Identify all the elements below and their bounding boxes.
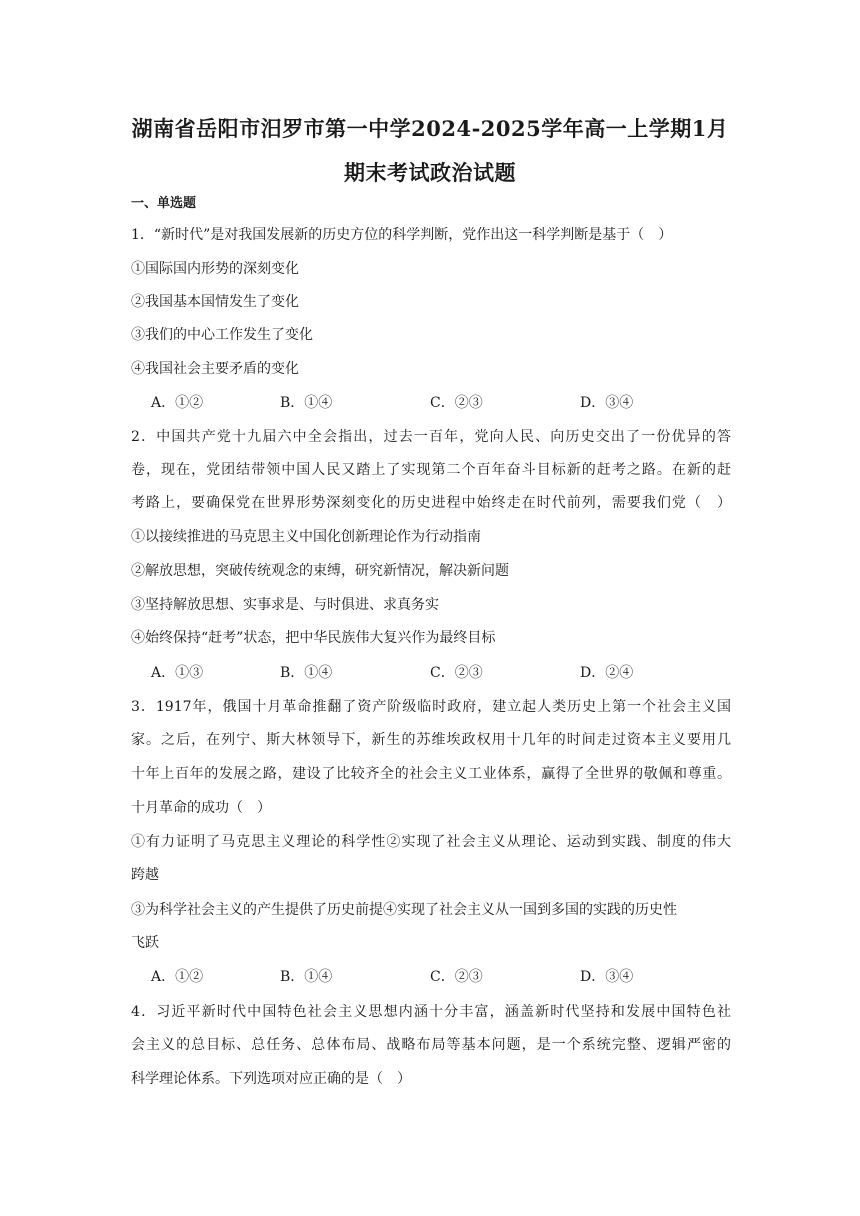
question-1-option-a: A．①② <box>151 395 204 411</box>
question-3-stem-line-3: 十年上百年的发展之路，建设了比较齐全的社会主义工业体系，赢得了全世界的敬佩和尊重。 <box>131 766 731 782</box>
question-3-stem-line-1: 3．1917年，俄国十月革命推翻了资产阶级临时政府，建立起人类历史上第一个社会主义国 <box>131 699 731 715</box>
question-3-option-d: D．③④ <box>580 969 634 985</box>
question-1-option-b: B．①④ <box>280 395 333 411</box>
question-3-choice-3-4-line-1: ③为科学社会主义的产生提供了历史前提④实现了社会主义从一国到多国的实践的历史性 <box>131 902 677 918</box>
question-1-choice-3: ③我们的中心工作发生了变化 <box>131 327 313 343</box>
question-3-choice-1-2-line-2: 跨越 <box>131 867 159 883</box>
section-label: 一、单选题 <box>131 196 197 211</box>
question-2-stem-line-2: 卷，现在，党团结带领中国人民又踏上了实现第二个百年奋斗目标新的赶考之路。在新的赶 <box>131 462 731 478</box>
question-3-option-a: A．①② <box>151 969 204 985</box>
exam-title-line-1: 湖南省岳阳市汨罗市第一中学2024-2025学年高一上学期1月 <box>131 116 729 141</box>
question-4-stem-line-1: 4．习近平新时代中国特色社会主义思想内涵十分丰富，涵盖新时代坚持和发展中国特色社 <box>131 1004 731 1020</box>
question-3-option-c: C．②③ <box>430 969 483 985</box>
question-1-choice-1: ①国际国内形势的深刻变化 <box>131 261 299 277</box>
question-2-choice-1: ①以接续推进的马克思主义中国化创新理论作为行动指南 <box>131 529 481 545</box>
question-3-choice-3-4-line-2: 飞跃 <box>131 935 159 951</box>
question-2-choice-2: ②解放思想，突破传统观念的束缚，研究新情况，解决新问题 <box>131 563 509 579</box>
question-1-choice-2: ②我国基本国情发生了变化 <box>131 294 299 310</box>
question-2-stem-line-1: 2．中国共产党十九届六中全会指出，过去一百年，党向人民、向历史交出了一份优异的答 <box>131 429 731 445</box>
question-2-stem-line-3: 考路上，要确保党在世界形势深刻变化的历史进程中始终走在时代前列，需要我们党（ ） <box>131 495 731 511</box>
question-1-stem: 1．“新时代”是对我国发展新的历史方位的科学判断，党作出这一科学判断是基于（ ） <box>131 227 673 243</box>
question-3-stem-line-4: 十月革命的成功（ ） <box>131 800 271 816</box>
question-4-stem-line-3: 科学理论体系。下列选项对应正确的是（ ） <box>131 1071 411 1087</box>
question-2-option-d: D．②④ <box>580 665 634 681</box>
question-1-option-d: D．③④ <box>580 395 634 411</box>
question-3-stem-line-2: 家。之后，在列宁、斯大林领导下，新生的苏维埃政权用十几年的时间走过资本主义要用几 <box>131 732 731 748</box>
question-2-choice-3: ③坚持解放思想、实事求是、与时俱进、求真务实 <box>131 597 439 613</box>
question-1-option-c: C．②③ <box>430 395 483 411</box>
question-2-option-b: B．①④ <box>280 665 333 681</box>
question-2-option-c: C．②③ <box>430 665 483 681</box>
question-3-choice-1-2-line-1: ①有力证明了马克思主义理论的科学性②实现了社会主义从理论、运动到实践、制度的伟大 <box>131 834 731 850</box>
question-2-option-a: A．①③ <box>151 665 204 681</box>
question-1-choice-4: ④我国社会主要矛盾的变化 <box>131 361 299 377</box>
question-2-choice-4: ④始终保持“赶考”状态，把中华民族伟大复兴作为最终目标 <box>131 630 496 646</box>
exam-title-line-2: 期末考试政治试题 <box>344 160 516 185</box>
question-3-option-b: B．①④ <box>280 969 333 985</box>
question-4-stem-line-2: 会主义的总目标、总任务、总体布局、战略布局等基本问题，是一个系统完整、逻辑严密的 <box>131 1037 731 1053</box>
